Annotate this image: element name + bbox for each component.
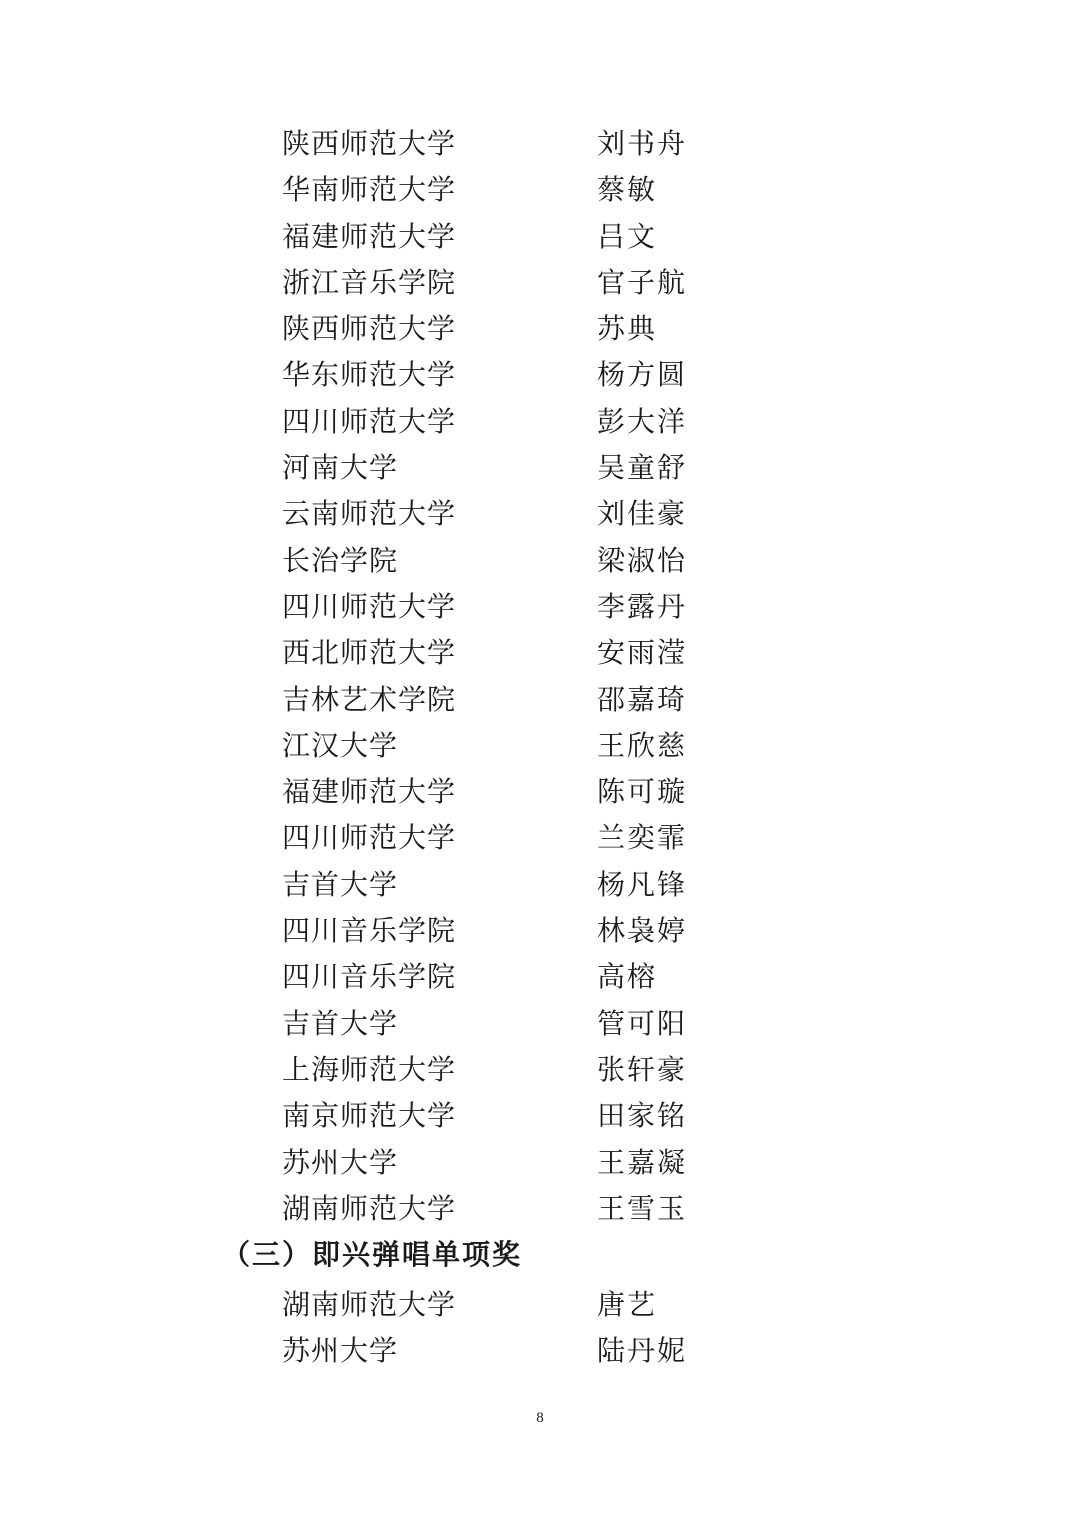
school-name: 长治学院 [282,543,399,577]
list-item [0,720,1080,766]
list-item [0,257,1080,303]
list-item [0,118,1080,164]
school-name: 陕西师范大学 [282,312,457,346]
list-item [0,1325,1080,1371]
list-item [0,1183,1080,1229]
school-name: 四川音乐学院 [282,960,457,994]
winner-name: 蔡敏 [597,173,658,207]
list-item [0,535,1080,581]
list-item [0,905,1080,951]
winner-name: 管可阳 [597,1006,688,1040]
winner-name: 张轩豪 [597,1052,688,1086]
winner-name: 官子航 [597,265,688,299]
winner-name: 彭大洋 [597,404,688,438]
school-name: 苏州大学 [282,1334,399,1368]
list-item [0,951,1080,997]
award-list [0,118,1080,1372]
winner-name: 林袅婷 [597,914,688,948]
list-item [0,164,1080,210]
winner-name: 唐艺 [597,1288,658,1322]
section-title: （三）即兴弹唱单项奖 [222,1238,523,1272]
winner-name: 王欣慈 [597,728,688,762]
school-name: 云南师范大学 [282,497,457,531]
list-item [0,1090,1080,1136]
school-name: 华南师范大学 [282,173,457,207]
list-item [0,349,1080,395]
school-name: 吉首大学 [282,867,399,901]
list-item [0,1044,1080,1090]
list-item [0,627,1080,673]
winner-name: 高榕 [597,960,658,994]
school-name: 湖南师范大学 [282,1191,457,1225]
winner-name: 杨方圆 [597,358,688,392]
school-name: 苏州大学 [282,1145,399,1179]
school-name: 河南大学 [282,451,399,485]
winner-name: 陈可璇 [597,775,688,809]
school-name: 福建师范大学 [282,775,457,809]
list-item [0,674,1080,720]
winner-name: 陆丹妮 [597,1334,688,1368]
school-name: 浙江音乐学院 [282,265,457,299]
winner-name: 邵嘉琦 [597,682,688,716]
winner-name: 刘书舟 [597,127,688,160]
list-item [0,766,1080,812]
school-name: 四川音乐学院 [282,914,457,948]
school-name: 西北师范大学 [282,636,457,670]
winner-name: 兰奕霏 [597,821,688,855]
page-number: 8 [536,1410,544,1426]
school-name: 上海师范大学 [282,1052,457,1086]
school-name: 江汉大学 [282,728,399,762]
school-name: 四川师范大学 [282,589,457,623]
winner-name: 吕文 [597,219,658,253]
list-item [0,581,1080,627]
list-item [0,211,1080,257]
section-heading [0,1229,1080,1279]
list-item [0,812,1080,858]
winner-name: 李露丹 [597,589,688,623]
school-name: 四川师范大学 [282,821,457,855]
winner-name: 苏典 [597,312,658,346]
winner-name: 吴童舒 [597,451,688,485]
list-item [0,488,1080,534]
school-name: 陕西师范大学 [282,127,457,160]
list-item [0,442,1080,488]
list-item [0,998,1080,1044]
winner-name: 杨凡锋 [597,867,688,901]
school-name: 吉林艺术学院 [282,682,457,716]
list-item [0,1137,1080,1183]
list-item [0,303,1080,349]
school-name: 湖南师范大学 [282,1288,457,1322]
school-name: 福建师范大学 [282,219,457,253]
school-name: 南京师范大学 [282,1099,457,1133]
winner-name: 王雪玉 [597,1191,688,1225]
winner-name: 安雨滢 [597,636,688,670]
school-name: 吉首大学 [282,1006,399,1040]
winner-name: 王嘉凝 [597,1145,688,1179]
school-name: 华东师范大学 [282,358,457,392]
school-name: 四川师范大学 [282,404,457,438]
list-item [0,396,1080,442]
list-item [0,1279,1080,1325]
winner-name: 梁淑怡 [597,543,688,577]
list-item [0,859,1080,905]
winner-name: 刘佳豪 [597,497,688,531]
winner-name: 田家铭 [597,1099,688,1133]
